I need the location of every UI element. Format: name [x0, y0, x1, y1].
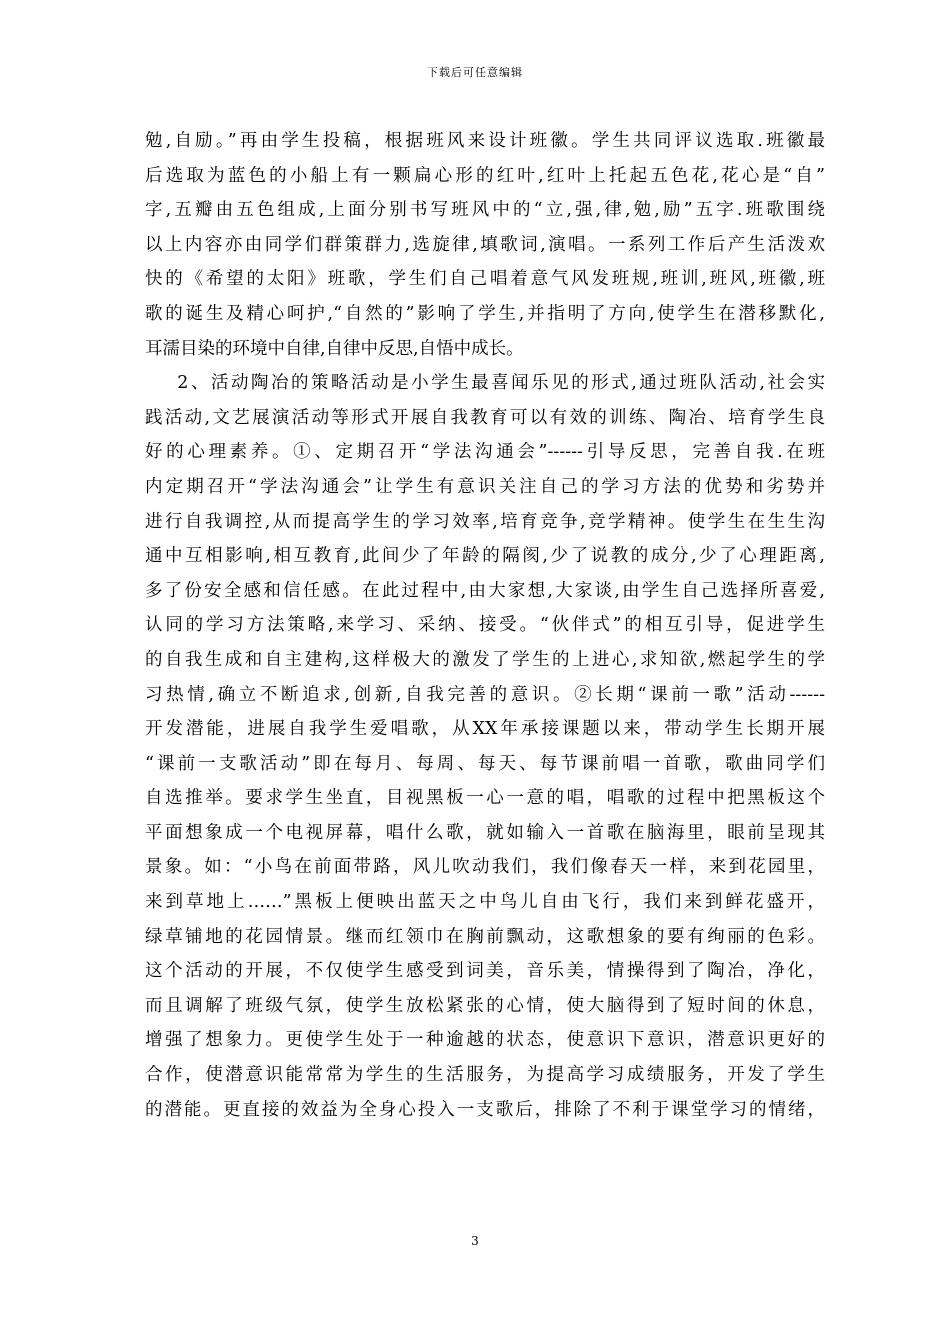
text-line: 合作，使潜意识能常常为学生的生活服务，为提高学习成绩服务，开发了学生: [145, 1065, 825, 1086]
text-line: 来到草地上……”黑板上便映出蓝天之中鸟儿自由飞行，我们来到鲜花盛开，: [145, 892, 825, 913]
text-line: 多了份安全感和信任感。在此过程中,由大家想,大家谈,由学生自己选择所喜爱,: [145, 580, 825, 601]
text-line: 景象。如：“小鸟在前面带路，风儿吹动我们，我们像春天一样，来到花园里，: [145, 857, 825, 878]
text-line: 的潜能。更直接的效益为全身心投入一支歌后，排除了不利于课堂学习的情绪，: [145, 1099, 825, 1120]
text-line: 这个活动的开展，不仅使学生感受到词美，音乐美，情操得到了陶冶，净化，: [145, 961, 825, 982]
text-line: 的自我生成和自主建构,这样极大的激发了学生的上进心,求知欲,燃起学生的学: [145, 649, 825, 670]
text-line: 2、活动陶冶的策略活动是小学生最喜闻乐见的形式,通过班队活动,社会实: [145, 373, 825, 394]
text-line: 开发潜能，进展自我学生爱唱歌，从XX年承接课题以来，带动学生长期开展: [145, 719, 825, 740]
text-line: 勉,自励。”再由学生投稿，根据班风来设计班徽。学生共同评议选取.班徽最: [145, 131, 825, 151]
text-line: 歌的诞生及精心呵护,“自然的”影响了学生,并指明了方向,使学生在潜移默化,: [145, 303, 825, 324]
text-line: 以上内容亦由同学们群策群力,选旋律,填歌词,演唱。一系列工作后产生活泼欢: [145, 234, 825, 255]
text-line: 快的《希望的太阳》班歌，学生们自己唱着意气风发班规,班训,班风,班徽,班: [145, 269, 825, 290]
text-line: 进行自我调控,从而提高学生的学习效率,培育竞争,竞学精神。使学生在生生沟: [145, 511, 825, 532]
text-line: “课前一支歌活动”即在每月、每周、每天、每节课前唱一首歌，歌曲同学们: [145, 753, 825, 774]
text-line: 好的心理素养。①、定期召开“学法沟通会”------引导反思，完善自我.在班: [145, 442, 825, 463]
page-header: 下载后可任意编辑: [427, 66, 523, 79]
text-line: 习热情,确立不断追求,创新,自我完善的意识。②长期“课前一歌”活动------: [145, 684, 825, 705]
text-line: 而且调解了班级气氛，使学生放松紧张的心情，使大脑得到了短时间的休息，: [145, 995, 825, 1016]
text-line: 平面想象成一个电视屏幕，唱什么歌，就如输入一首歌在脑海里，眼前呈现其: [145, 822, 825, 843]
text-line: 耳濡目染的环境中自律,自律中反思,自悟中成长。: [145, 338, 524, 359]
page-number: 3: [471, 1234, 479, 1248]
text-line: 认同的学习方法策略,来学习、采纳、接受。“伙伴式”的相互引导，促进学生: [145, 615, 825, 636]
text-line: 增强了想象力。更使学生处于一种逾越的状态，使意识下意识，潜意识更好的: [145, 1030, 825, 1051]
text-line: 后选取为蓝色的小船上有一颗扁心形的红叶,红叶上托起五色花,花心是“自”: [145, 165, 825, 186]
text-line: 通中互相影响,相互教育,此间少了年龄的隔阂,少了说教的成分,少了心理距离,: [145, 546, 825, 567]
text-line: 字,五瓣由五色组成,上面分别书写班风中的“立,强,律,勉,励”五字.班歌围绕: [145, 200, 825, 221]
text-line: 践活动,文艺展演活动等形式开展自我教育可以有效的训练、陶冶、培育学生良: [145, 407, 825, 428]
text-line: 内定期召开“学法沟通会”让学生有意识关注自己的学习方法的优势和劣势并: [145, 476, 825, 497]
text-line: 自选推举。要求学生坐直，目视黑板一心一意的唱，唱歌的过程中把黑板这个: [145, 788, 825, 809]
document-body: [145, 124, 825, 1127]
text-line: 绿草铺地的花园情景。继而红领巾在胸前飘动，这歌想象的要有绚丽的色彩。: [145, 926, 825, 947]
